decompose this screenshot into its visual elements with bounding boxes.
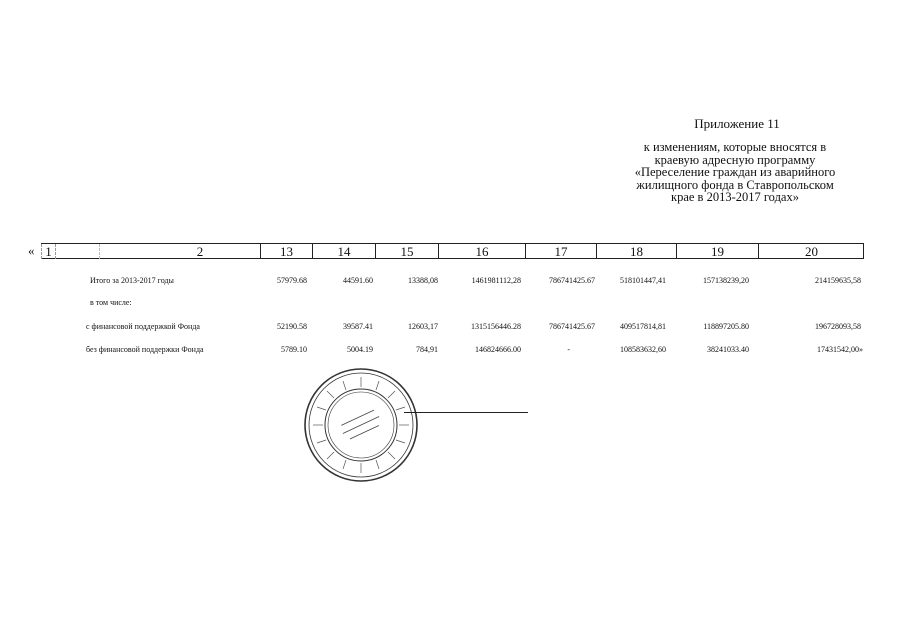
cell-19: 38241033.40 xyxy=(707,345,749,354)
cell-13: 52190.58 xyxy=(277,322,307,331)
cell-17: 786741425.67 xyxy=(549,322,595,331)
cell-17: - xyxy=(567,345,570,354)
cell-13: 57979.68 xyxy=(277,276,307,285)
cell-14: 5004.19 xyxy=(347,345,373,354)
table-header-row xyxy=(41,243,864,259)
subtitle-line: жилищного фонда в Ставропольском xyxy=(636,177,834,192)
open-quote: « xyxy=(28,243,35,258)
cell-17: 786741425.67 xyxy=(549,276,595,285)
appendix-subtitle xyxy=(604,141,866,204)
cell-13: 5789.10 xyxy=(281,345,307,354)
header-cell-19: 19 xyxy=(676,244,758,259)
subtitle-line: краевую адресную программу xyxy=(654,152,816,167)
header-cell-18: 18 xyxy=(596,244,676,259)
official-stamp xyxy=(303,367,419,483)
cell-15: 13388,08 xyxy=(408,276,438,285)
cell-19: 118897205.80 xyxy=(703,322,749,331)
cell-19: 157138239,20 xyxy=(703,276,749,285)
header-cell-2 xyxy=(55,244,99,259)
header-cell-2b: 2 xyxy=(99,244,300,259)
cell-18: 518101447,41 xyxy=(620,276,666,285)
cell-14: 39587.41 xyxy=(343,322,373,331)
row-label: без финансовой поддержки Фонда xyxy=(86,345,204,354)
cell-20: 196728093,58 xyxy=(815,322,861,331)
cell-15: 12603,17 xyxy=(408,322,438,331)
header-cell-1: 1 xyxy=(41,244,55,259)
header-cell-13: 13 xyxy=(260,244,312,259)
row-label: с финансовой поддержкой Фонда xyxy=(86,322,200,331)
cell-20: 214159635,58 xyxy=(815,276,861,285)
cell-16: 1315156446.28 xyxy=(471,322,521,331)
cell-16: 1461981112,28 xyxy=(471,276,521,285)
signature-line xyxy=(404,412,528,413)
subtitle-line: «Переселение граждан из аварийного xyxy=(634,165,836,179)
appendix-title: Приложение 11 xyxy=(694,116,780,131)
subtitle-line: крае в 2013-2017 годах» xyxy=(671,190,799,204)
header-cell-20: 20 xyxy=(758,244,864,259)
header-cell-14: 14 xyxy=(312,244,375,259)
cell-20: 17431542,00» xyxy=(817,345,863,354)
subtitle-line: к изменениям, которые вносятся в xyxy=(643,140,827,154)
header-cell-16: 16 xyxy=(438,244,525,259)
stamp-seal-icon xyxy=(303,367,419,483)
cell-15: 784,91 xyxy=(416,345,438,354)
row-label: в том числе: xyxy=(90,298,132,307)
row-label: Итого за 2013-2017 годы xyxy=(90,276,174,285)
header-cell-15: 15 xyxy=(375,244,438,259)
header-cell-17: 17 xyxy=(525,244,596,259)
cell-18: 108583632,60 xyxy=(620,345,666,354)
cell-14: 44591.60 xyxy=(343,276,373,285)
cell-16: 146824666.00 xyxy=(475,345,521,354)
cell-18: 409517814,81 xyxy=(620,322,666,331)
